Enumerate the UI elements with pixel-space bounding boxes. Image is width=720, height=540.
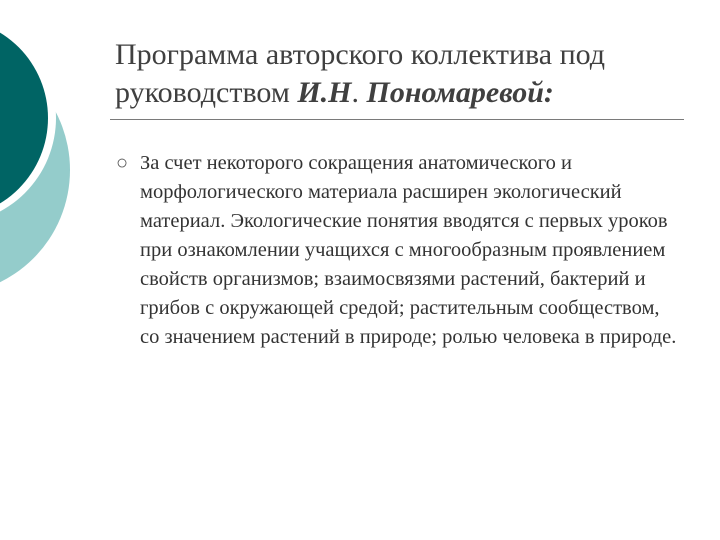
bullet-text: За счет некоторого сокращения анатомического и морфологического материала расширен экологический материал. Экологические понятия вводятся с первых уроков при ознакомлении учащихся с многообразным проявлением свойств организмов; взаимосвязями растений, бактерий и грибов с окружающей средой; растительным сообществом, со значением растений в природе; ролью человека в природе. [140, 152, 677, 348]
title-divider [110, 119, 684, 120]
slide-title [115, 36, 695, 112]
slide-content [116, 149, 691, 352]
title-separator: . [351, 76, 367, 109]
title-initials: И.Н [297, 76, 352, 109]
bullet-item [116, 149, 691, 352]
bullet-circle-icon: ○ [116, 152, 129, 174]
title-text: Программа авторского коллектива под руководством [115, 38, 606, 109]
title-surname: Пономаревой: [366, 76, 554, 109]
decorative-circles [0, 0, 120, 300]
